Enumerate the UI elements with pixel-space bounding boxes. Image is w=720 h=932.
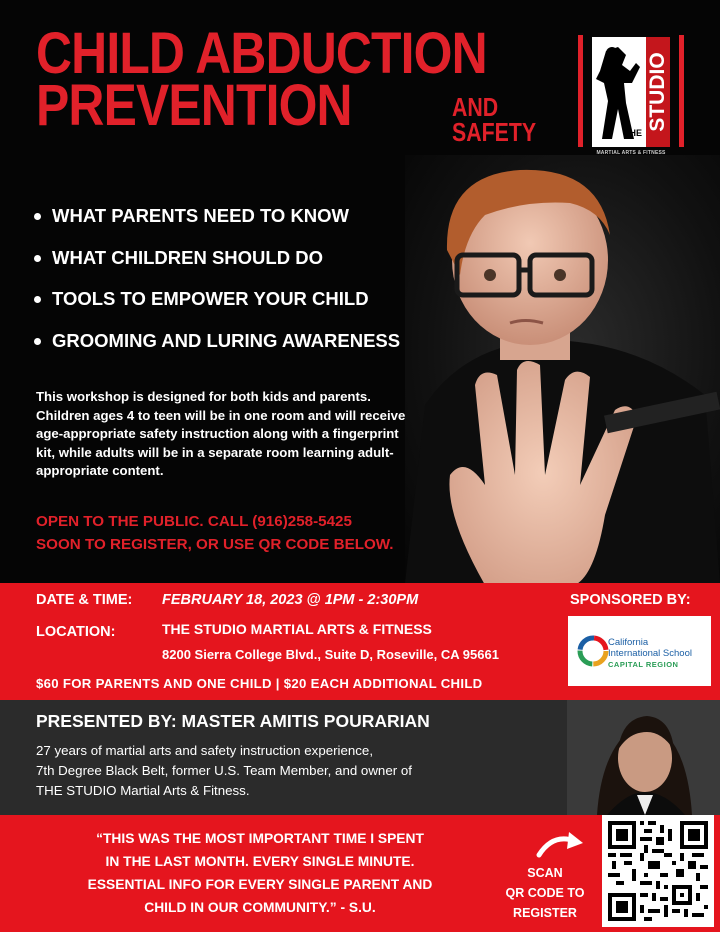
topic-list [32, 202, 400, 368]
qr-code-icon [608, 821, 708, 921]
registration-line-2: SOON TO REGISTER, OR USE QR CODE BELOW. [36, 536, 394, 553]
sponsor-logo [568, 616, 711, 686]
presenter-bio: 27 years of martial arts and safety instruction experience, 7th Degree Black Belt, former U.S. Team Member, and owner of THE STUDIO Martial Arts & Fitness. [36, 743, 412, 798]
registration-line-1: OPEN TO THE PUBLIC. CALL (916)258-5425 [36, 513, 352, 530]
headline-line-1: CHILD ABDUCTION [36, 21, 487, 86]
presenter-band [0, 700, 720, 815]
scan-instruction: SCAN QR CODE TO REGISTER [505, 866, 585, 920]
registration-qr-code[interactable] [602, 815, 714, 927]
logo-studio-box [646, 37, 670, 147]
sponsor-ring-icon [576, 634, 610, 668]
logo-tagline: MARTIAL ARTS & FITNESS [596, 150, 666, 156]
location-name: THE STUDIO MARTIAL ARTS & FITNESS [162, 621, 432, 637]
sponsored-label: SPONSORED BY: [570, 592, 691, 608]
bullet-icon [34, 338, 41, 345]
topic-item: WHAT PARENTS NEED TO KNOW [32, 202, 400, 244]
testimonial-quote: “THIS WAS THE MOST IMPORTANT TIME I SPENT IN THE LAST MONTH. EVERY SINGLE MINUTE. ESSENTIAL INFO FOR EVERY SINGLE PARENT AND CHILD IN OUR COMMUNITY.” - S.U. [87, 831, 433, 915]
topic-item: TOOLS TO EMPOWER YOUR CHILD [32, 285, 400, 327]
presenter-photo [567, 700, 720, 815]
headline-line-2: PREVENTION [36, 73, 352, 138]
location-label: LOCATION: [36, 624, 116, 640]
presenter-heading: PRESENTED BY: MASTER AMITIS POURARIAN [36, 711, 430, 731]
bullet-icon [34, 213, 41, 220]
location-address: 8200 Sierra College Blvd., Suite D, Roseville, CA 95661 [162, 647, 499, 662]
testimonial-band [0, 815, 720, 932]
pricing: $60 FOR PARENTS AND ONE CHILD | $20 EACH ADDITIONAL CHILD [36, 676, 483, 691]
bullet-icon [34, 296, 41, 303]
headline-suffix-top: AND [452, 92, 499, 122]
topic-item: WHAT CHILDREN SHOULD DO [32, 244, 400, 286]
logo-prefix: THE [624, 128, 642, 138]
sponsor-line-1: California [608, 637, 649, 648]
studio-logo [578, 33, 684, 157]
headline-suffix-bottom: SAFETY [452, 117, 537, 147]
sponsor-line-2: International School [608, 648, 692, 659]
headline-suffix [452, 92, 537, 147]
bullet-icon [34, 255, 41, 262]
date-value: FEBRUARY 18, 2023 @ 1PM - 2:30PM [162, 592, 419, 608]
sponsor-line-3: CAPITAL REGION [608, 660, 679, 669]
curved-arrow-icon [535, 829, 585, 859]
logo-brand: STUDIO [646, 52, 669, 132]
workshop-description: This workshop is designed for both kids and parents. Children ages 4 to teen will be in one room and will receive age-appropriate safety instruction along with a fingerprint kit, while adults will be in a separate room learning adult-appropriate content. [36, 389, 406, 478]
topic-item: GROOMING AND LURING AWARENESS [32, 327, 400, 369]
event-info-band [0, 583, 720, 700]
registration-callout [36, 510, 456, 556]
date-label: DATE & TIME: [36, 592, 133, 608]
